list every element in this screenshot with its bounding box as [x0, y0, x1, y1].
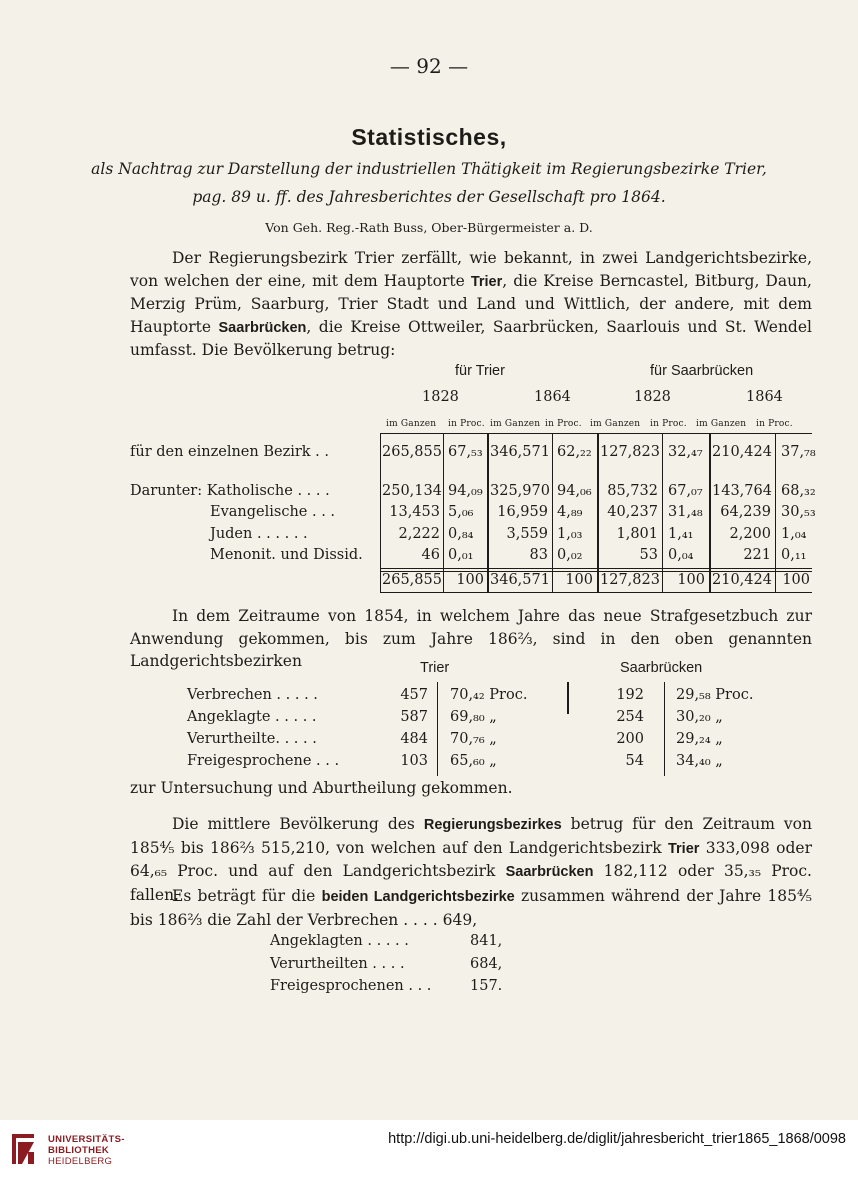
mean-pop-saarbruecken: Saarbrücken: [505, 864, 594, 880]
ratio-row-value: 684,: [470, 956, 503, 972]
pop-subheader: im Ganzen: [386, 419, 437, 429]
crime-trier: 587: [400, 709, 428, 725]
intro-trier: Trier: [470, 273, 503, 290]
crime-trier-pct: 70,₇₆ „: [450, 731, 497, 747]
pop-row-label: für den einzelnen Bezirk . .: [130, 444, 330, 460]
subtitle-line-1: als Nachtrag zur Darstellung der industriellen Thätigkeit im Regierungsbezirke Trier,: [91, 160, 767, 178]
logo-line: BIBLIOTHEK: [48, 1145, 110, 1156]
pop-year: 1828: [422, 389, 459, 405]
pop-cell: 30,₅₃: [781, 504, 816, 520]
pop-cell: 1,₀₄: [781, 526, 807, 542]
crime-saar-pct: 34,₄₀ „: [676, 753, 723, 769]
pop-row-label: Menonit. und Dissid.: [210, 547, 363, 563]
ratio-row-label: Verurtheilten . . . .: [270, 956, 405, 972]
pop-cell: 16,959: [497, 504, 548, 520]
crime-trier: 103: [400, 753, 428, 769]
rule: [597, 433, 599, 592]
pop-cell: 0,₀₄: [668, 547, 694, 563]
pop-row-label: Darunter: Katholische . . . .: [130, 483, 330, 499]
pop-total: 127,823: [600, 572, 660, 588]
rule: [443, 433, 444, 592]
pop-cell: 67,₅₃: [448, 444, 483, 460]
rule: [487, 433, 489, 592]
rule: [775, 433, 776, 592]
pop-cell: 2,222: [398, 526, 440, 542]
pop-cell: 40,237: [607, 504, 658, 520]
pop-cell: 265,855: [382, 444, 442, 460]
pop-subheader: in Proc.: [448, 419, 485, 429]
ratio-paragraph: [130, 885, 812, 931]
crime-group-saar: Saarbrücken: [620, 660, 703, 676]
library-logo-text: [48, 1134, 125, 1167]
crime-row-label: Verbrechen . . . . .: [187, 687, 318, 703]
pop-cell: 13,453: [389, 504, 440, 520]
pop-cell: 83: [529, 547, 548, 563]
rule: [380, 568, 812, 569]
pop-cell: 31,₄₈: [668, 504, 703, 520]
pop-cell: 0,₀₁: [448, 547, 474, 563]
footer-bar: [0, 1120, 858, 1184]
pop-cell: 85,732: [607, 483, 658, 499]
ratio-row-value: 841,: [470, 933, 503, 949]
page-title: Statistisches,: [351, 124, 507, 150]
pop-cell: 250,134: [382, 483, 442, 499]
ratio-row-label: Freigesprochenen . . .: [270, 978, 432, 994]
pop-subheader: im Ganzen: [590, 419, 641, 429]
intro-text-3: , die Kreise Ottweiler, Saarbrücken, Saarlouis und St. Wendel umfasst. Die Bevölkerung betrug:: [130, 317, 812, 359]
pop-row-label: Evangelische . . .: [210, 504, 336, 520]
crime-saar: 200: [616, 731, 644, 747]
pop-cell: 1,801: [616, 526, 658, 542]
rule: [552, 433, 553, 592]
crime-trier-pct: 65,₆₀ „: [450, 753, 497, 769]
pop-cell: 0,₈₄: [448, 526, 474, 542]
rule: [662, 433, 663, 592]
rule: [567, 682, 569, 714]
pop-cell: 46: [421, 547, 440, 563]
crime-outro: zur Untersuchung und Aburtheilung gekommen.: [130, 779, 513, 797]
pop-cell: 325,970: [490, 483, 550, 499]
pop-cell: 94,₀₉: [448, 483, 483, 499]
pop-subheader: im Ganzen: [696, 419, 747, 429]
crime-saar-pct: 29,₂₄ „: [676, 731, 723, 747]
library-logo-icon: [10, 1130, 38, 1168]
crime-trier-pct: 70,₄₂ Proc.: [450, 687, 528, 703]
ratio-both-districts: beiden Landgerichtsbezirke: [321, 889, 515, 905]
pop-total: 100: [782, 572, 810, 588]
rule: [380, 433, 812, 434]
mean-pop-trier: Trier: [667, 840, 700, 857]
mean-pop-text: betrug für den Zeitraum von 185⁴⁄₅ bis 186⅔ 515,210, von welchen auf den Landgerichtsbezirk: [130, 815, 812, 857]
rule: [437, 682, 438, 776]
pop-cell: 32,₄₇: [668, 444, 703, 460]
pop-cell: 210,424: [712, 444, 772, 460]
pop-cell: 5,₀₆: [448, 504, 474, 520]
crime-trier: 457: [400, 687, 428, 703]
pop-total: 100: [565, 572, 593, 588]
ratio-text: Es beträgt für die: [172, 887, 322, 905]
rule: [380, 433, 381, 592]
pop-cell: 221: [743, 547, 771, 563]
pop-group-saar: für Saarbrücken: [650, 363, 754, 379]
pop-year: 1828: [634, 389, 671, 405]
pop-cell: 1,₀₃: [557, 526, 583, 542]
crime-row-label: Freigesprochene . . .: [187, 753, 340, 769]
pop-subheader: in Proc.: [545, 419, 582, 429]
ratio-row-value: 157.: [470, 978, 503, 994]
pop-total: 100: [456, 572, 484, 588]
crime-saar: 192: [616, 687, 644, 703]
pop-row-label: Juden . . . . . .: [210, 526, 308, 542]
pop-cell: 2,200: [729, 526, 771, 542]
author-line: Von Geh. Reg.-Rath Buss, Ober-Bürgermeister a. D.: [265, 220, 593, 235]
pop-cell: 4,₈₉: [557, 504, 583, 520]
pop-cell: 37,₇₈: [781, 444, 816, 460]
mean-pop-text: 182,112 oder 35,₃₅ Proc. fallen.: [130, 862, 812, 904]
pop-cell: 143,764: [712, 483, 772, 499]
crime-saar: 254: [616, 709, 644, 725]
crime-saar: 54: [625, 753, 644, 769]
crime-row-label: Verurtheilte. . . . .: [187, 731, 317, 747]
pop-cell: 64,239: [720, 504, 771, 520]
crime-trier-pct: 69,₈₀ „: [450, 709, 497, 725]
pop-cell: 0,₁₁: [781, 547, 807, 563]
pop-cell: 94,₀₆: [557, 483, 592, 499]
rule: [664, 682, 665, 776]
mean-pop-text: 333,098 oder 64,₆₅ Proc. und auf den Landgerichtsbezirk: [130, 838, 812, 880]
intro-text-2: , die Kreise Berncastel, Bitburg, Daun, Merzig Prüm, Saarburg, Trier Stadt und Land und Wittlich, der andere, mit dem Hauptorte: [130, 271, 812, 336]
crime-saar-pct: 29,₅₈ Proc.: [676, 687, 754, 703]
pop-subheader: im Ganzen: [490, 419, 541, 429]
pop-total: 210,424: [712, 572, 772, 588]
mean-pop-text: Die mittlere Bevölkerung des: [172, 815, 424, 833]
pop-total: 100: [677, 572, 705, 588]
pop-cell: 1,₄₁: [668, 526, 694, 542]
pop-cell: 3,559: [506, 526, 548, 542]
crime-group-trier: Trier: [420, 660, 450, 676]
pop-cell: 0,₀₂: [557, 547, 583, 563]
crime-trier: 484: [400, 731, 428, 747]
rule: [380, 592, 812, 593]
intro-text-1: Der Regierungsbezirk Trier zerfällt, wie bekannt, in zwei Landgerichtsbezirke, von welchen der eine, mit dem Hauptorte: [130, 249, 812, 290]
subtitle-line-2: pag. 89 u. ff. des Jahresberichtes der Gesellschaft pro 1864.: [192, 188, 666, 206]
mean-pop-regierungsbezirk: Regierungsbezirkes: [423, 817, 562, 833]
permalink-url[interactable]: http://digi.ub.uni-heidelberg.de/diglit/jahresbericht_trier1865_1868/0098: [388, 1131, 846, 1147]
crime-row-label: Angeklagte . . . . .: [187, 709, 317, 725]
pop-subheader: in Proc.: [650, 419, 687, 429]
pop-cell: 346,571: [490, 444, 550, 460]
pop-cell: 67,₀₇: [668, 483, 703, 499]
pop-cell: 62,₂₂: [557, 444, 592, 460]
ratio-text: zusammen während der Jahre 185⁴⁄₅ bis 186⅔ die Zahl der Verbrechen . . . . 649,: [130, 887, 812, 929]
rule: [709, 433, 711, 592]
pop-cell: 68,₃₂: [781, 483, 816, 499]
crime-saar-pct: 30,₂₀ „: [676, 709, 723, 725]
logo-line: UNIVERSITÄTS-: [48, 1134, 125, 1145]
intro-paragraph: [130, 247, 812, 362]
pop-group-trier: für Trier: [455, 363, 505, 379]
pop-year: 1864: [746, 389, 783, 405]
pop-total: 346,571: [490, 572, 550, 588]
pop-year: 1864: [534, 389, 571, 405]
pop-cell: 127,823: [600, 444, 660, 460]
pop-subheader: in Proc.: [756, 419, 793, 429]
crime-intro-paragraph: In dem Zeitraume von 1854, in welchem Jahre das neue Strafgesetzbuch zur Anwendung gekommen, bis zum Jahre 186⅔, sind in den oben genannten Landgerichtsbezirken: [130, 607, 812, 670]
page-number: — 92 —: [389, 54, 469, 78]
pop-total: 265,855: [382, 572, 442, 588]
ratio-row-label: Angeklagten . . . . .: [270, 933, 409, 949]
pop-cell: 53: [639, 547, 658, 563]
intro-saarbruecken: Saarbrücken: [218, 319, 307, 336]
logo-line: HEIDELBERG: [48, 1156, 113, 1167]
